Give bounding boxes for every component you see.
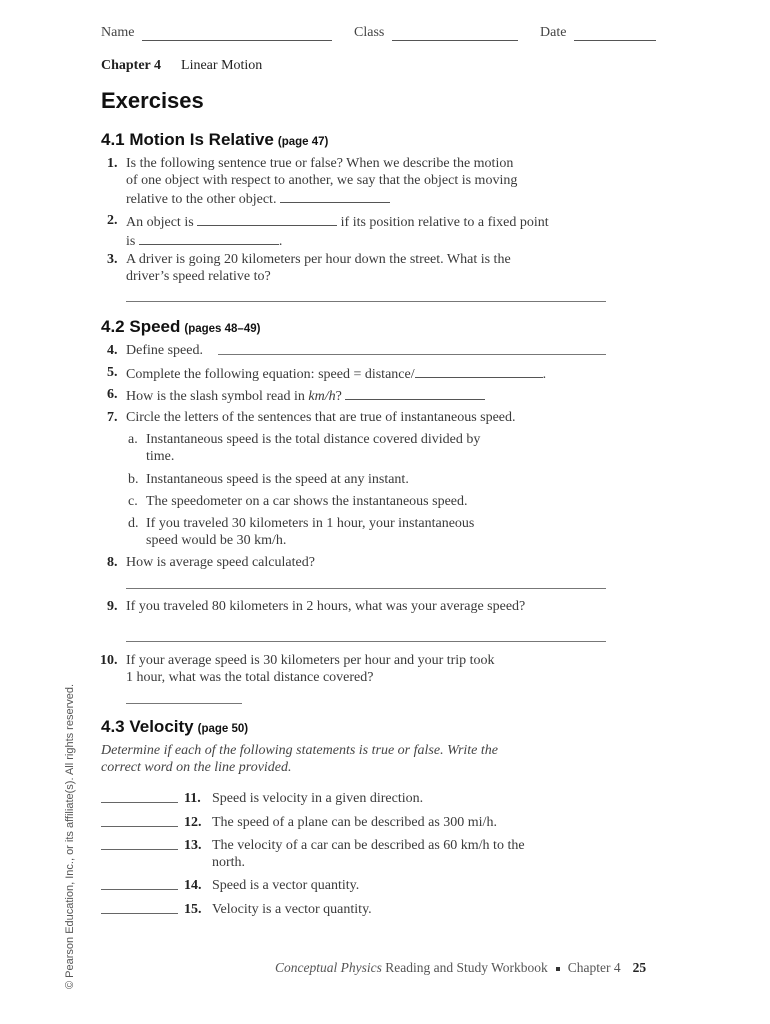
answer-blank[interactable] [280, 189, 390, 203]
worksheet-page: Name Class Date Chapter 4 Linear Motion Exercises 4.1 Motion Is Relative (page 47) 1. Is the following sentence true or false? When we describe the motion of one object with respect to another, we say that the object is moving relative to the other object. 2. An object is if its position relative to a fixed point is . 3. A driver is going 20 kilometers per hour down the street. What is the driver’s speed relative to? 4.2 Speed (pages 48–49) 4. Define speed. 5. Complete the following equation: speed = distance/ . 6. How is the slash symbol read in km/h? 7. Circle the letters of the sentences that are true of instantaneous speed. a. Instantaneous speed is the total distance covered divided by time. b. Instantaneous speed is the speed at any instant. c. The speedometer on a car shows the instantaneous speed. d. If you traveled 30 kilometers in 1 hour, your instantaneous speed would be 30 km/h. 8. How is average speed calculated? 9. If you traveled 80 kilometers in 2 hours, what was your average speed? 10. If your average speed is 30 kilometers per hour and your trip took 1 hour, what was the total distance covered? 4.3 Velocity (page 50) Determine if each of the following statements is true or false. Write the correct word on the line provided. 11. Speed is velocity in a given direction. 12. The speed of a plane can be described as 300 mi/h. 13. The velocity of a car can be described as 60 km/h to the north. 14. Speed is a vector quantity. 15. Velocity is a vector quantity. © Pearson Education, Inc., or its affiliate(s). All rights reserved. Conceptual Physics Reading and Study Workbook Chapter 4 25 [0, 0, 770, 1024]
footer-chapter: Chapter 4 [567, 960, 621, 975]
choice-a[interactable]: a. Instantaneous speed is the total distance covered divided by time. [128, 432, 481, 464]
question-9: 9. If you traveled 80 kilometers in 2 hours, what was your average speed? [107, 599, 526, 614]
section-heading-4-1: 4.1 Motion Is Relative (page 47) [101, 130, 329, 149]
name-label: Name [101, 25, 135, 40]
question-6: 6. How is the slash symbol read in km/h? [107, 386, 607, 403]
class-label: Class [354, 25, 385, 40]
choice-d[interactable]: d. If you traveled 30 kilometers in 1 hour, your instantaneous speed would be 30 km/h. [128, 516, 475, 548]
class-field [354, 25, 518, 41]
answer-blank[interactable] [415, 364, 543, 378]
copyright-notice: © Pearson Education, Inc., or its affiliate(s). All rights reserved. [64, 683, 76, 989]
book-title: Conceptual Physics [275, 960, 382, 975]
page-footer [275, 960, 695, 976]
section-heading-4-2: 4.2 Speed (pages 48–49) [101, 317, 261, 336]
answer-blank[interactable] [197, 212, 337, 226]
answer-blank[interactable] [345, 386, 485, 400]
chapter-number: Chapter 4 [101, 58, 162, 73]
question-1: 1. Is the following sentence true or false? When we describe the motion of one object with respect to another, we say that the object is moving relative to the other object. [107, 156, 518, 207]
question-4: 4. Define speed. [107, 343, 203, 358]
name-blank[interactable] [142, 28, 332, 41]
answer-blank[interactable] [139, 231, 279, 245]
answer-line-3[interactable] [126, 301, 606, 302]
velocity-instructions: Determine if each of the following statements is true or false. Write the correct word on the line provided. [101, 743, 499, 775]
chapter-heading [101, 58, 262, 74]
answer-line[interactable] [101, 889, 178, 890]
page-number: 25 [632, 960, 647, 975]
date-field [540, 25, 656, 41]
answer-line[interactable] [101, 913, 178, 914]
book-subtitle: Reading and Study Workbook [385, 960, 548, 975]
question-2: 2. An object is if its position relative to a fixed point is . [107, 213, 549, 249]
question-8: 8. How is average speed calculated? [107, 555, 315, 570]
answer-line[interactable] [101, 849, 178, 850]
choice-b[interactable]: b. Instantaneous speed is the speed at any instant. [128, 472, 409, 487]
page-title: Exercises [101, 88, 204, 113]
date-blank[interactable] [574, 28, 656, 41]
answer-line-4[interactable] [218, 354, 606, 355]
question-5: 5. Complete the following equation: speed = distance/ . [107, 365, 547, 382]
bullet-icon [556, 967, 560, 971]
answer-line-9[interactable] [126, 641, 606, 642]
choice-c[interactable]: c. The speedometer on a car shows the instantaneous speed. [128, 494, 468, 509]
chapter-title: Linear Motion [181, 58, 263, 73]
answer-line-8[interactable] [126, 588, 606, 589]
question-10: 10. If your average speed is 30 kilometers per hour and your trip took 1 hour, what was the total distance covered? [100, 653, 495, 685]
class-blank[interactable] [392, 28, 518, 41]
answer-line[interactable] [101, 802, 178, 803]
answer-line-10[interactable] [126, 703, 242, 704]
name-field [101, 25, 332, 41]
date-label: Date [540, 25, 567, 40]
section-heading-4-3: 4.3 Velocity (page 50) [101, 717, 249, 736]
question-7: 7. Circle the letters of the sentences that are true of instantaneous speed. [107, 410, 516, 425]
question-3: 3. A driver is going 20 kilometers per hour down the street. What is the driver’s speed relative to? [107, 252, 511, 284]
answer-line[interactable] [101, 826, 178, 827]
